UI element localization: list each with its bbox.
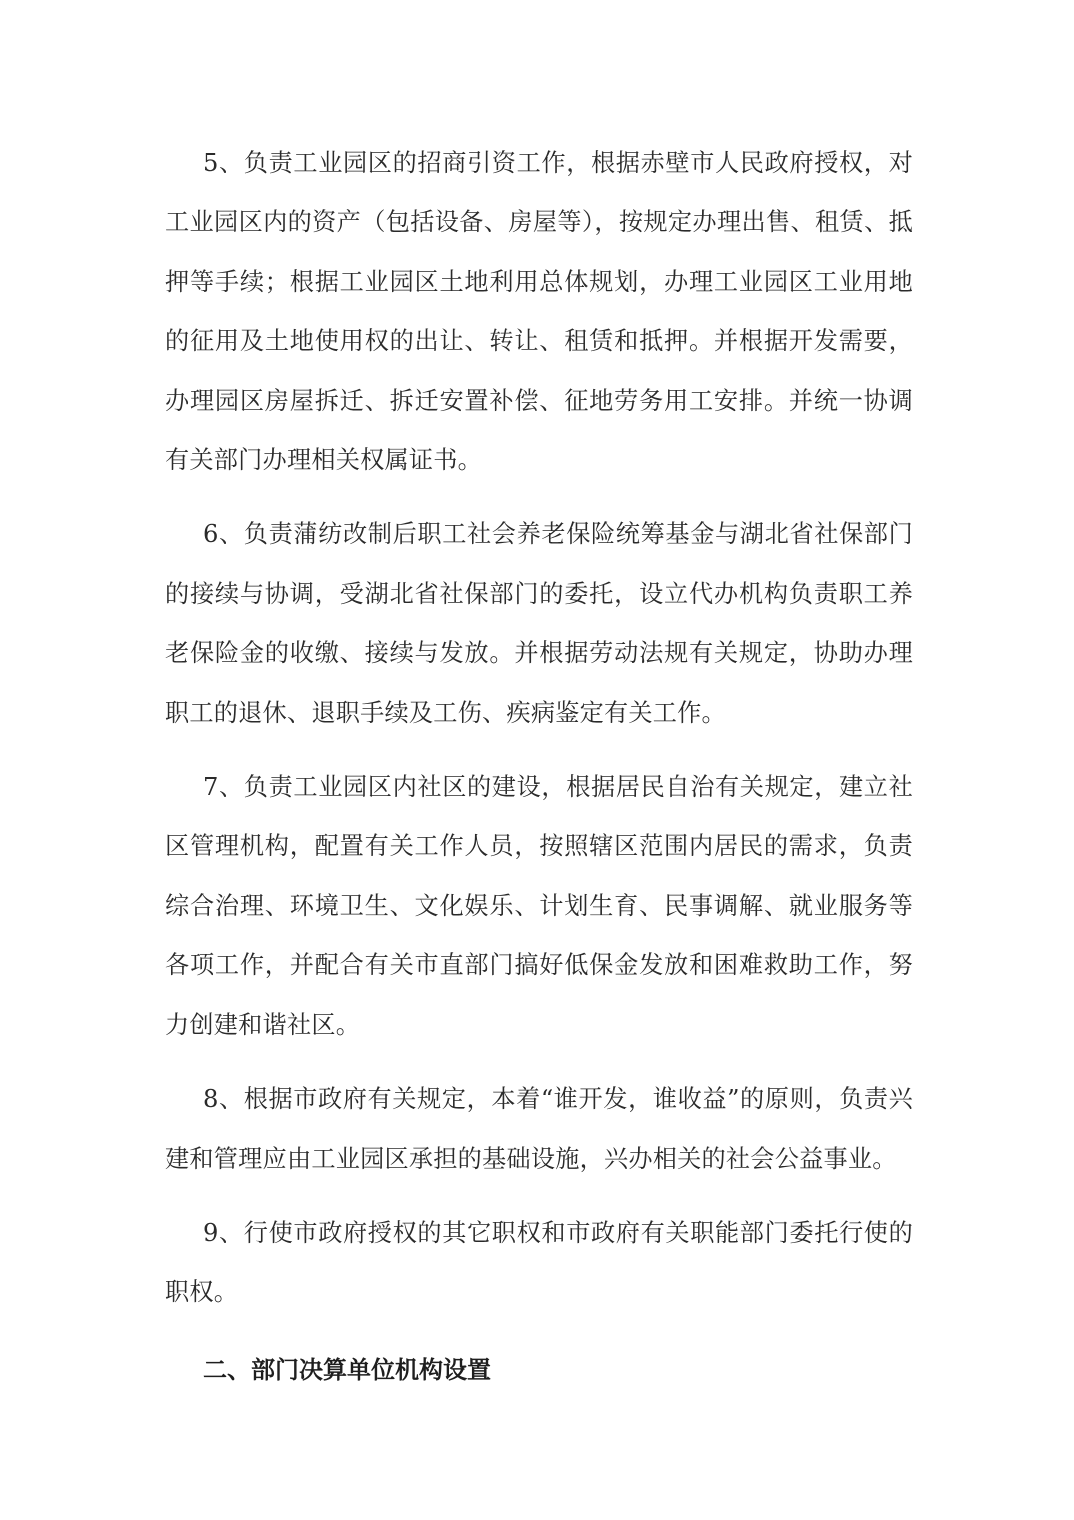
document-body [165, 134, 913, 1400]
paragraph-item-9: 9、行使市政府授权的其它职权和市政府有关职能部门委托行使的职权。 [165, 1218, 913, 1307]
paragraph-item-7: 7、负责工业园区内社区的建设，根据居民自治有关规定，建立社区管理机构，配置有关工作人员，按照辖区范围内居民的需求，负责综合治理、环境卫生、文化娱乐、计划生育、民事调解、就业服务等各项工作，并配合有关市直部门搞好低保金发放和困难救助工作，努力创建和谐社区。 [165, 773, 913, 1039]
paragraph-item-5: 5、负责工业园区的招商引资工作，根据赤壁市人民政府授权，对工业园区内的资产（包括设备、房屋等），按规定办理出售、租赁、抵押等手续；根据工业园区土地利用总体规划，办理工业园区工业用地的征用及土地使用权的出让、转让、租赁和抵押。并根据开发需要，办理园区房屋拆迁、拆迁安置补偿、征地劳务用工安排。并统一协调有关部门办理相关权属证书。 [165, 149, 913, 475]
section-heading: 二、部门决算单位机构设置 [203, 1355, 491, 1384]
paragraph-item-6: 6、负责蒲纺改制后职工社会养老保险统筹基金与湖北省社保部门的接续与协调，受湖北省社保部门的委托，设立代办机构负责职工养老保险金的收缴、接续与发放。并根据劳动法规有关规定，协助办理职工的退休、退职手续及工伤、疾病鉴定有关工作。 [165, 520, 913, 727]
paragraph-item-8: 8、根据市政府有关规定，本着“谁开发，谁收益”的原则，负责兴建和管理应由工业园区承担的基础设施，兴办相关的社会公益事业。 [165, 1085, 913, 1173]
